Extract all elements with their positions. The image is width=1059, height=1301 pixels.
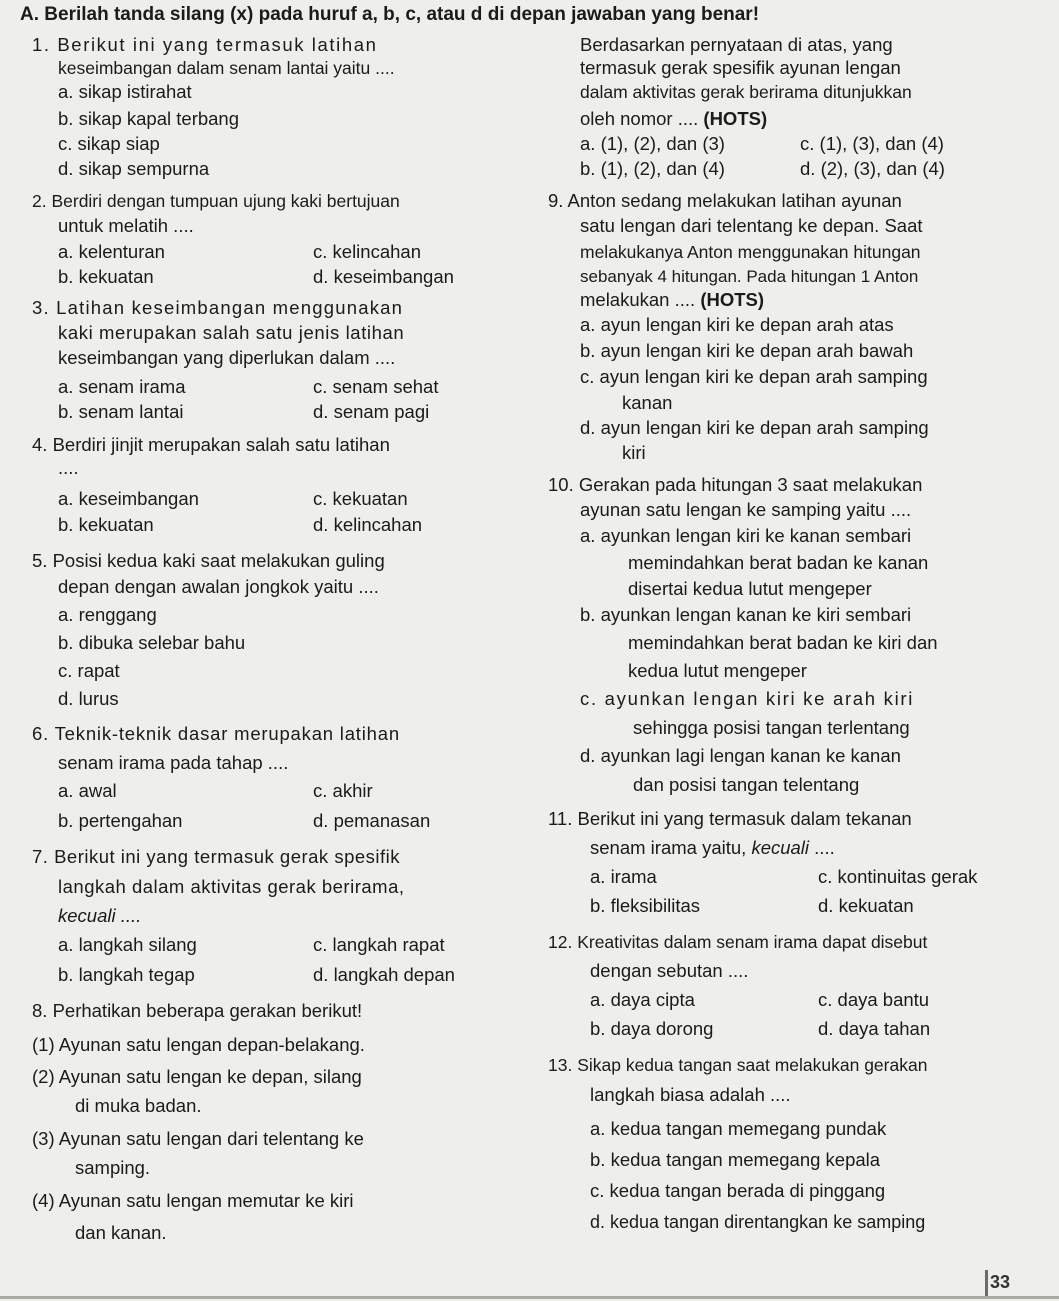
q1-option-d[interactable]: d. sikap sempurna — [58, 158, 210, 179]
q13-option-a[interactable]: a. kedua tangan memegang pundak — [590, 1118, 887, 1139]
q8-item-3-cont: samping. — [75, 1157, 151, 1178]
q2-option-a[interactable]: a. kelenturan — [58, 241, 165, 262]
q9-option-c[interactable]: c. ayun lengan kiri ke depan arah samping — [580, 366, 928, 387]
q12-stem: 12. Kreativitas dalam senam irama dapat disebut — [548, 932, 928, 952]
q2-option-b[interactable]: b. kekuatan — [58, 266, 154, 287]
q3-stem: 3. Latihan keseimbangan menggunakan — [32, 297, 404, 318]
q7-option-c[interactable]: c. langkah rapat — [313, 934, 445, 955]
q8-text-cont3: oleh nomor .... (HOTS) — [580, 108, 768, 129]
q9-stem-cont4: melakukan .... (HOTS) — [580, 289, 765, 310]
q8-item-2: (2) Ayunan satu lengan ke depan, silang — [32, 1066, 362, 1087]
q1-option-c[interactable]: c. sikap siap — [58, 133, 160, 154]
page-tab — [985, 1270, 988, 1298]
q2-option-c[interactable]: c. kelincahan — [313, 241, 421, 262]
q5-stem-cont: depan dengan awalan jongkok yaitu .... — [58, 576, 379, 597]
q10-option-b[interactable]: b. ayunkan lengan kanan ke kiri sembari — [580, 604, 912, 625]
q3-option-c[interactable]: c. senam sehat — [313, 376, 439, 397]
q13-option-d[interactable]: d. kedua tangan direntangkan ke samping — [590, 1212, 926, 1232]
q13-stem: 13. Sikap kedua tangan saat melakukan gerakan — [548, 1055, 928, 1075]
q6-stem-cont: senam irama pada tahap .... — [58, 752, 289, 773]
q6-option-a[interactable]: a. awal — [58, 780, 117, 801]
q4-option-d[interactable]: d. kelincahan — [313, 514, 423, 535]
q3-option-b[interactable]: b. senam lantai — [58, 401, 184, 422]
q12-option-a[interactable]: a. daya cipta — [590, 989, 695, 1010]
q7-stem-cont2: kecuali .... — [58, 905, 142, 926]
q11-option-c[interactable]: c. kontinuitas gerak — [818, 866, 978, 887]
q10-option-d-cont: dan posisi tangan telentang — [633, 774, 860, 795]
q1-option-a[interactable]: a. sikap istirahat — [58, 81, 192, 102]
q5-option-a[interactable]: a. renggang — [58, 604, 157, 625]
q3-stem-cont2: keseimbangan yang diperlukan dalam .... — [58, 347, 396, 368]
q6-option-c[interactable]: c. akhir — [313, 780, 373, 801]
q11-option-b[interactable]: b. fleksibilitas — [590, 895, 701, 916]
q12-option-d[interactable]: d. daya tahan — [818, 1018, 931, 1039]
q8-item-4-cont: dan kanan. — [75, 1222, 167, 1243]
q9-option-a[interactable]: a. ayun lengan kiri ke depan arah atas — [580, 314, 894, 335]
q7-stem: 7. Berikut ini yang termasuk gerak spesifik — [32, 846, 401, 867]
q9-option-d-cont: kiri — [622, 442, 646, 463]
q7-option-a[interactable]: a. langkah silang — [58, 934, 197, 955]
q9-option-b[interactable]: b. ayun lengan kiri ke depan arah bawah — [580, 340, 914, 361]
q10-option-c[interactable]: c. ayunkan lengan kiri ke arah kiri — [580, 688, 915, 709]
q11-option-d[interactable]: d. kekuatan — [818, 895, 914, 916]
q7-option-b[interactable]: b. langkah tegap — [58, 964, 195, 985]
q4-option-a[interactable]: a. keseimbangan — [58, 488, 199, 509]
q10-option-b-cont: memindahkan berat badan ke kiri dan — [628, 632, 938, 653]
q10-option-c-cont: sehingga posisi tangan terlentang — [633, 717, 910, 738]
q12-option-b[interactable]: b. daya dorong — [590, 1018, 714, 1039]
q10-stem: 10. Gerakan pada hitungan 3 saat melakukan — [548, 474, 923, 495]
q5-option-b[interactable]: b. dibuka selebar bahu — [58, 632, 246, 653]
q8-stem: 8. Perhatikan beberapa gerakan berikut! — [32, 1000, 363, 1021]
q10-option-b-cont2: kedua lutut mengeper — [628, 660, 807, 681]
q6-stem: 6. Teknik-teknik dasar merupakan latihan — [32, 723, 400, 744]
q9-stem-cont: satu lengan dari telentang ke depan. Saat — [580, 215, 923, 236]
q10-option-d[interactable]: d. ayunkan lagi lengan kanan ke kanan — [580, 745, 901, 766]
q8-text-cont2: dalam aktivitas gerak berirama ditunjukkan — [580, 82, 912, 102]
q9-stem: 9. Anton sedang melakukan latihan ayunan — [548, 190, 902, 211]
q13-option-b[interactable]: b. kedua tangan memegang kepala — [590, 1149, 881, 1170]
q7-option-d[interactable]: d. langkah depan — [313, 964, 455, 985]
q8-item-3: (3) Ayunan satu lengan dari telentang ke — [32, 1128, 364, 1149]
q4-stem-cont: .... — [58, 457, 79, 478]
q10-option-a[interactable]: a. ayunkan lengan kiri ke kanan sembari — [580, 525, 912, 546]
q9-stem-cont2: melakukanya Anton menggunakan hitungan — [580, 242, 921, 262]
q13-stem-cont: langkah biasa adalah .... — [590, 1084, 791, 1105]
q5-option-c[interactable]: c. rapat — [58, 660, 120, 681]
q8-text-cont: termasuk gerak spesifik ayunan lengan — [580, 57, 901, 78]
q3-option-d[interactable]: d. senam pagi — [313, 401, 430, 422]
q12-stem-cont: dengan sebutan .... — [590, 960, 749, 981]
q10-option-a-cont: memindahkan berat badan ke kanan — [628, 552, 929, 573]
q8-item-4: (4) Ayunan satu lengan memutar ke kiri — [32, 1190, 354, 1211]
q11-stem-cont: senam irama yaitu, kecuali .... — [590, 837, 835, 858]
q4-option-c[interactable]: c. kekuatan — [313, 488, 408, 509]
q6-option-b[interactable]: b. pertengahan — [58, 810, 183, 831]
q4-stem: 4. Berdiri jinjit merupakan salah satu latihan — [32, 434, 390, 455]
q9-stem-cont3: sebanyak 4 hitungan. Pada hitungan 1 Anton — [580, 267, 919, 286]
q8-option-c[interactable]: c. (1), (3), dan (4) — [800, 133, 944, 154]
page-bottom-rule — [0, 1296, 1059, 1299]
q2-stem: 2. Berdiri dengan tumpuan ujung kaki bertujuan — [32, 191, 400, 211]
q5-stem: 5. Posisi kedua kaki saat melakukan guling — [32, 550, 385, 571]
q5-option-d[interactable]: d. lurus — [58, 688, 119, 709]
q4-option-b[interactable]: b. kekuatan — [58, 514, 154, 535]
q2-option-d[interactable]: d. keseimbangan — [313, 266, 454, 287]
q8-option-d[interactable]: d. (2), (3), dan (4) — [800, 158, 945, 179]
q1-stem-cont: keseimbangan dalam senam lantai yaitu .... — [58, 58, 395, 78]
q1-stem: 1. Berikut ini yang termasuk latihan — [32, 34, 378, 55]
q1-option-b[interactable]: b. sikap kapal terbang — [58, 108, 240, 129]
q12-option-c[interactable]: c. daya bantu — [818, 989, 930, 1010]
q9-option-c-cont: kanan — [622, 392, 673, 413]
section-heading: A. Berilah tanda silang (x) pada huruf a, b, c, atau d di depan jawaban yang benar! — [20, 4, 760, 25]
q11-option-a[interactable]: a. irama — [590, 866, 657, 887]
q7-stem-cont: langkah dalam aktivitas gerak berirama, — [58, 876, 405, 897]
q11-stem: 11. Berikut ini yang termasuk dalam tekanan — [548, 808, 912, 829]
q8-item-1: (1) Ayunan satu lengan depan-belakang. — [32, 1034, 365, 1055]
q13-option-c[interactable]: c. kedua tangan berada di pinggang — [590, 1180, 886, 1201]
q8-text: Berdasarkan pernyataan di atas, yang — [580, 34, 893, 55]
q9-option-d[interactable]: d. ayun lengan kiri ke depan arah samping — [580, 417, 929, 438]
q8-item-2-cont: di muka badan. — [75, 1095, 202, 1116]
q8-option-a[interactable]: a. (1), (2), dan (3) — [580, 133, 725, 154]
page-number: 33 — [990, 1272, 1011, 1292]
q2-stem-cont: untuk melatih .... — [58, 215, 194, 236]
q8-option-b[interactable]: b. (1), (2), dan (4) — [580, 158, 725, 179]
q3-stem-cont: kaki merupakan salah satu jenis latihan — [58, 322, 405, 343]
q3-option-a[interactable]: a. senam irama — [58, 376, 186, 397]
q10-stem-cont: ayunan satu lengan ke samping yaitu .... — [580, 499, 912, 520]
q6-option-d[interactable]: d. pemanasan — [313, 810, 431, 831]
q10-option-a-cont2: disertai kedua lutut mengeper — [628, 578, 872, 599]
